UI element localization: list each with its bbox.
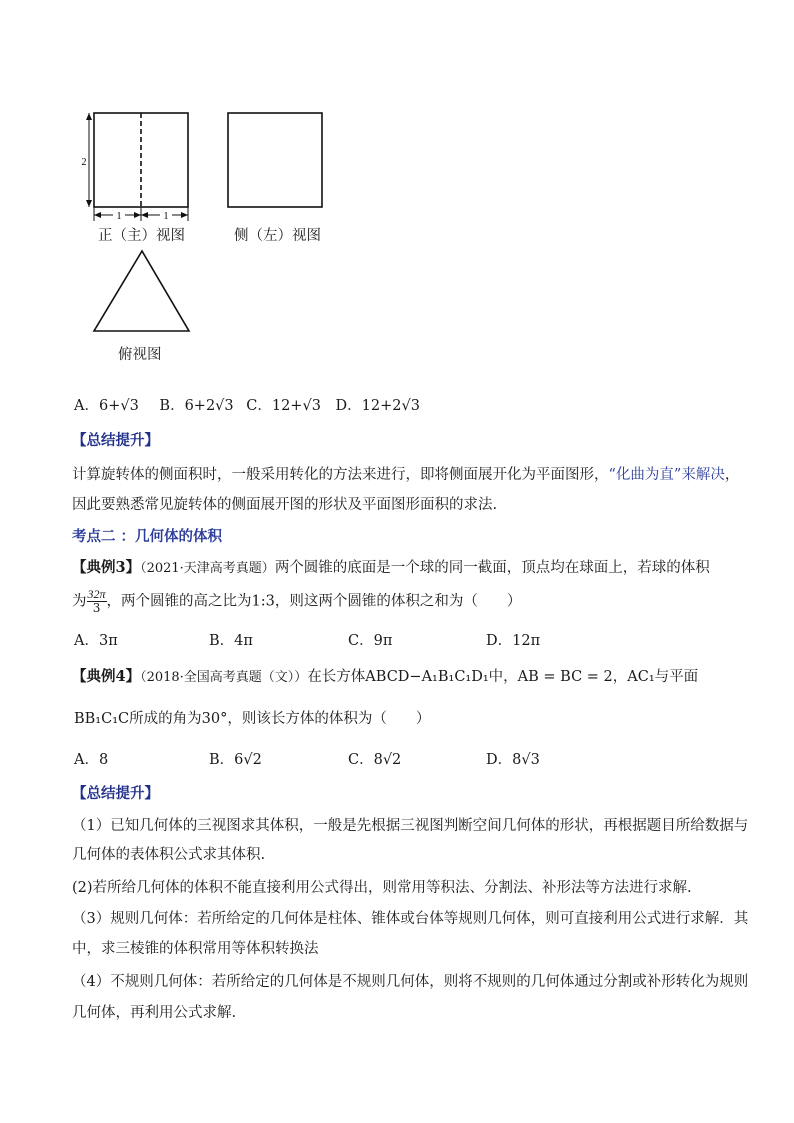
example3-line2 [72,588,521,615]
width-left-label: 1 [116,211,122,222]
summary2-heading: 【总结提升】 [72,785,159,802]
prev-option-a[interactable]: A．6+√3 [74,398,139,414]
summary1-line1 [72,465,739,485]
top-view-label: 俯视图 [118,347,162,363]
example4-option-c[interactable]: C．8√2 [348,752,402,768]
example4-source: （2018·全国高考真题（文）） [140,670,308,685]
example4-text: 在长方体ABCD−A₁B₁C₁D₁中，AB = BC = 2，AC₁与平面 [307,669,699,685]
summary1-heading: 【总结提升】 [72,432,159,449]
example4-tag: 【典例4】 [72,668,141,685]
prev-options [74,396,420,416]
top-view [94,251,189,331]
prev-option-c[interactable]: C．12+√3 [246,398,321,414]
summary2-p3-line1: （3）规则几何体：若所给定的几何体是柱体、锥体或台体等规则几何体，则可直接利用公式进行求解．其 [72,911,749,927]
example4-line1 [72,667,698,688]
example3-option-b[interactable]: B．4π [209,633,253,649]
summary2-p4-line2: 几何体，再利用公式求解. [72,1005,237,1021]
example3-option-d[interactable]: D．12π [486,633,541,649]
sphere-volume-fraction [87,588,107,615]
side-view [228,113,322,207]
summary1-line1-end: ， [724,467,740,483]
front-view [82,113,189,222]
fraction-denominator: 3 [92,601,101,615]
summary2-p1-line2: 几何体的表体积公式求其体积. [72,847,266,863]
example4-option-a[interactable]: A．8 [74,752,109,768]
example3-line1 [72,558,710,579]
prev-option-b[interactable]: B．6+2√3 [159,398,234,414]
example3-tag: 【典例3】 [72,559,141,576]
height-dimension-label: 2 [81,157,87,168]
summary2-p1-line1: （1）已知几何体的三视图求其体积，一般是先根据三视图判断空间几何体的形状，再根据题目所给数据与 [72,818,749,834]
fraction-numerator: 32π [87,587,106,601]
prev-option-d[interactable]: D．12+2√3 [335,398,420,414]
width-right-label: 1 [163,211,169,222]
example3-option-a[interactable]: A．3π [74,633,118,649]
example3-text: 两个圆锥的底面是一个球的同一截面，顶点均在球面上，若球的体积 [274,560,710,576]
summary1-line2: 因此要熟悉常见旋转体的侧面展开图的形状及平面图形面积的求法. [72,497,498,513]
side-view-label: 侧（左）视图 [234,228,321,244]
front-view-label: 正（主）视图 [98,228,185,244]
example4-option-b[interactable]: B．6√2 [209,752,262,768]
example3-option-c[interactable]: C．9π [348,633,393,649]
summary2-p4-line1: （4）不规则几何体：若所给定的几何体是不规则几何体，则将不规则的几何体通过分割或补形转化为规则 [72,974,749,990]
example3-suffix: ，两个圆锥的高之比为1:3，则这两个圆锥的体积之和为（ ） [106,593,522,610]
example3-prefix: 为 [72,593,87,610]
summary2-p2: (2)若所给几何体的体积不能直接利用公式得出，则常用等积法、分割法、补形法等方法进行求解. [72,880,692,896]
summary2-p3-line2: 中，求三棱锥的体积常用等体积转换法 [72,941,319,957]
example4-option-d[interactable]: D．8√3 [486,752,540,768]
section2-title: 考点二 ：几何体的体积 [72,528,223,545]
example3-source: （2021·天津高考真题） [140,561,275,576]
example4-line2: BB₁C₁C所成的角为30°，则该长方体的体积为（ ） [74,711,431,727]
summary1-line1-text: 计算旋转体的侧面积时，一般采用转化的方法来进行，即将侧面展开化为平面图形， [72,467,609,483]
summary1-highlight: “化曲为直”来解决 [608,467,725,483]
